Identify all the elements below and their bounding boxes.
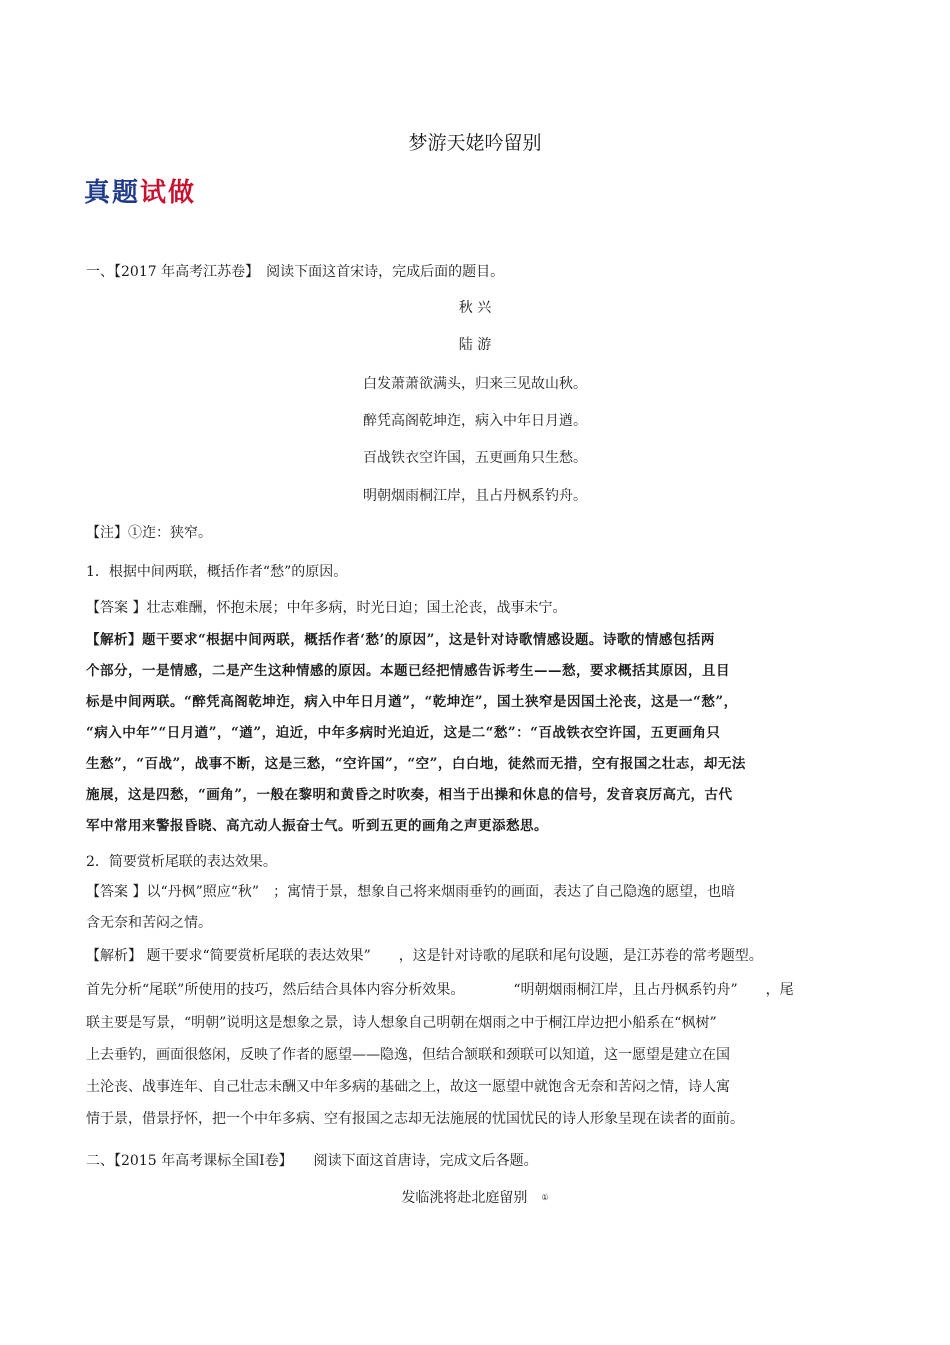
analysis-line: 上去垂钓，画面很悠闲，反映了作者的愿望——隐逸，但结合颔联和颈联可以知道，这一愿望是建立在国	[86, 1047, 730, 1063]
analysis-line: “病入中年”“日月遒”，“遒”，迫近，中年多病时光迫近，这是二“愁”：“百战铁衣空许国，五更画角只	[86, 725, 721, 741]
analysis-line: 联主要是写景，“明朝”说明这是想象之景，诗人想象自己明朝在烟雨之中于桐江岸边把小船系在“枫树”	[86, 1015, 717, 1031]
q1-poem-title: 秋 兴	[458, 300, 492, 316]
analysis-line: 土沦丧、战事连年、自己壮志未酬又中年多病的基础之上，故这一愿望中就饱含无奈和苦闷之情，诗人寓	[86, 1079, 730, 1095]
poem-line: 白发萧萧欲满头，归来三见故山秋。	[363, 376, 587, 392]
q2-poem-title-text: 发临洮将赴北庭留别	[401, 1190, 528, 1206]
badge-part1: 真题	[84, 178, 141, 208]
badge-part2: 试做	[140, 178, 197, 208]
page-title: 梦游天姥吟留别	[408, 132, 542, 154]
q1-header: 一、【2017 年高考江苏卷】 阅读下面这首宋诗，完成后面的题目。	[86, 264, 505, 280]
q1-sub1-answer: 【答案 】壮志难酬，怀抱未展；中年多病，时光日迫；国土沦丧，战事未宁。	[86, 600, 567, 616]
footnote-mark: ①	[541, 1193, 549, 1202]
q2-poem-title	[0, 1188, 950, 1208]
analysis-line: 标是中间两联。“醉凭高阁乾坤迮，病入中年日月遒”，“乾坤迮”，国土狭窄是因国土沦丧，这是一“愁”，	[86, 694, 738, 710]
q2-header: 二、【2015 年高考课标全国Ⅰ卷】 阅读下面这首唐诗，完成文后各题。	[86, 1153, 538, 1169]
analysis-line: 【解析】题干要求“根据中间两联，概括作者‘愁’的原因”，这是针对诗歌情感设题。诗歌的情感包括两	[86, 632, 715, 648]
poem-line: 醉凭高阁乾坤迮，病入中年日月遒。	[363, 413, 587, 429]
q1-note: 【注】①迮：狭窄。	[86, 525, 212, 541]
poem-line: 明朝烟雨桐江岸，且占丹枫系钓舟。	[363, 488, 587, 504]
analysis-line: 情于景，借景抒怀，把一个中年多病、空有报国之志却无法施展的忧国忧民的诗人形象呈现在读者的面前。	[86, 1111, 744, 1127]
analysis-line: 军中常用来警报昏晓、高亢动人振奋士气。听到五更的画角之声更添愁思。	[86, 818, 548, 834]
analysis-line: 首先分析“尾联”所使用的技巧，然后结合具体内容分析效果。 “明朝烟雨桐江岸，且占丹枫系钓舟” ，尾	[86, 982, 794, 998]
analysis-line: 个部分，一是情感，二是产生这种情感的原因。本题已经把情感告诉考生——愁，要求概括其原因，且目	[86, 663, 730, 679]
analysis-line: 【解析】 题干要求“简要赏析尾联的表达效果” ，这是针对诗歌的尾联和尾句设题，是江苏卷的常考题型。	[86, 948, 763, 964]
answer-line: 【答案 】以“丹枫”照应“秋” ；寓情于景，想象自己将来烟雨垂钓的画面，表达了自己隐逸的愿望，也暗	[86, 884, 736, 900]
q1-poem-author: 陆 游	[458, 337, 492, 353]
analysis-line: 施展，这是四愁，“画角”，一般在黎明和黄昏之时吹奏，相当于出操和休息的信号，发音哀厉高亢，古代	[86, 787, 733, 803]
analysis-line: 生愁”，“百战”，战事不断，这是三愁，“空许国”，“空”，白白地，徒然而无措，空有报国之壮志，却无法	[86, 756, 746, 772]
section-badge	[84, 172, 196, 209]
answer-line: 含无奈和苦闷之情。	[86, 915, 212, 931]
q1-sub1-question: 1．根据中间两联，概括作者“愁”的原因。	[86, 564, 348, 580]
q1-sub2-question: 2．简要赏析尾联的表达效果。	[86, 854, 277, 870]
poem-line: 百战铁衣空许国，五更画角只生愁。	[363, 450, 587, 466]
